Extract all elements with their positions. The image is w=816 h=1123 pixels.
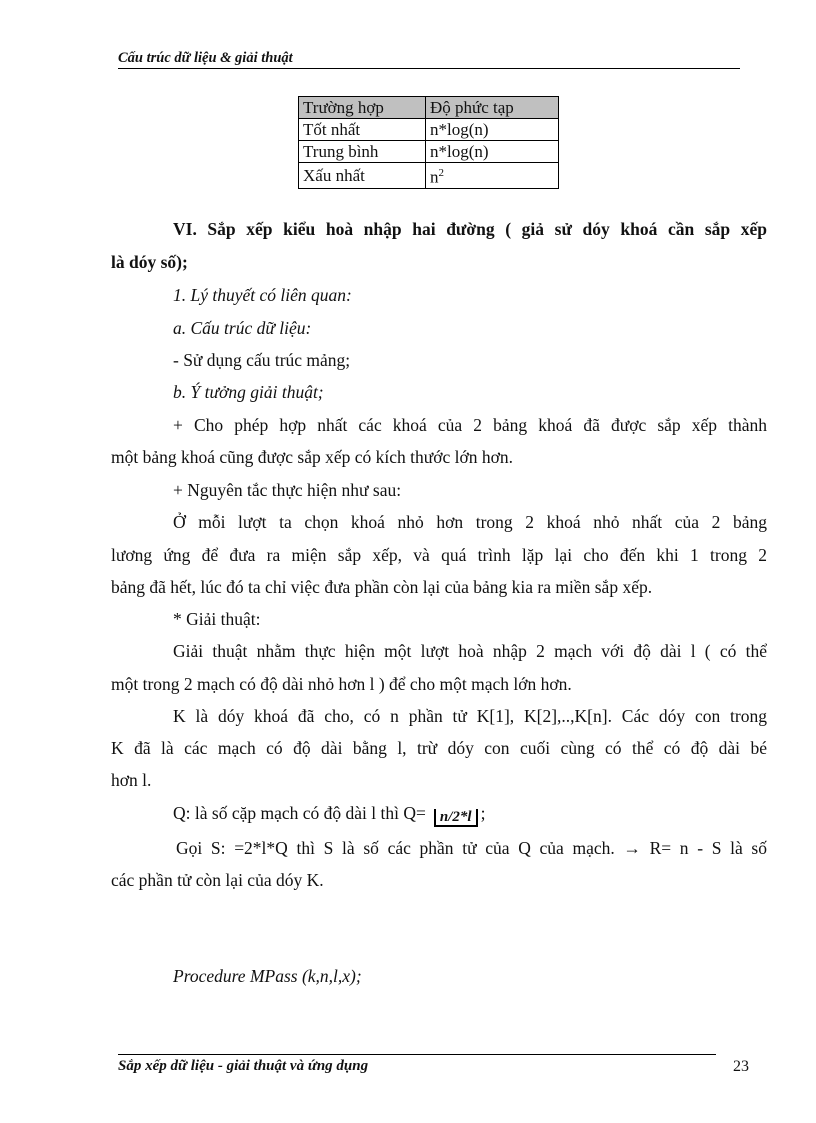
complexity-table: [298, 96, 559, 189]
paragraph-s-line-1: Gọi S: =2*l*Q thì S là số các phần tử của Q của mạch. → R= n - S là số: [176, 838, 767, 858]
table-header-cell: Độ phức tạp: [426, 97, 559, 119]
subheading-data-structure: a. Cấu trúc dữ liệu:: [173, 318, 312, 338]
table-cell: Tốt nhất: [299, 119, 426, 141]
paragraph-principle: + Nguyên tắc thực hiện như sau:: [173, 480, 402, 500]
page-number: 23: [733, 1058, 749, 1075]
table-header-cell: Trường hợp: [299, 97, 426, 119]
subheading-algorithm: * Giải thuật:: [173, 609, 261, 629]
paragraph-step-line-1: Ở mỗi lượt ta chọn khoá nhỏ hơn trong 2 khoá nhỏ nhất của 2 bảng: [173, 512, 767, 532]
page-header: Cấu trúc dữ liệu & giải thuật: [118, 50, 293, 66]
footer-rule: [118, 1054, 716, 1055]
table-cell-base: n: [430, 167, 439, 187]
paragraph-keys-line-1: K là dóy khoá đã cho, có n phần tử K[1], K[2],..,K[n]. Các dóy con trong: [173, 706, 767, 726]
paragraph-q-definition: [173, 803, 485, 827]
page-footer: Sắp xếp dữ liệu - giải thuật và ứng dụng: [118, 1058, 369, 1074]
floor-formula: n/2*l: [434, 809, 478, 827]
paragraph-algorithm-line-2: một trong 2 mạch có độ dài nhỏ hơn l ) để cho một mạch lớn hơn.: [111, 674, 572, 694]
table-row: [299, 163, 559, 189]
table-cell: [426, 163, 559, 189]
subheading-theory: 1. Lý thuyết có liên quan:: [173, 285, 352, 305]
header-rule: [118, 68, 740, 69]
section-title-line-2: là dóy số);: [111, 252, 188, 272]
paragraph-s-line-2: các phần tử còn lại của dóy K.: [111, 870, 324, 890]
table-header-row: [299, 97, 559, 119]
q-text: Q: là số cặp mạch có độ dài l thì Q=: [173, 803, 426, 823]
table-row: [299, 119, 559, 141]
section-title-line-1: VI. Sắp xếp kiểu hoà nhập hai đường ( giả sử dóy khoá cần sắp xếp: [173, 219, 767, 239]
paragraph-step-line-2: lương ứng để đưa ra miện sắp xếp, và quá trình lặp lại cho đến khi 1 trong 2: [111, 545, 767, 565]
paragraph-merge-line-2: một bảng khoá cũng được sắp xếp có kích thước lớn hơn.: [111, 447, 514, 467]
paragraph-algorithm-line-1: Giải thuật nhằm thực hiện một lượt hoà nhập 2 mạch với độ dài l ( có thể: [173, 641, 767, 661]
paragraph-array: - Sử dụng cấu trúc mảng;: [173, 350, 351, 370]
procedure-signature: Procedure MPass (k,n,l,x);: [173, 966, 362, 986]
paragraph-keys-line-2: K đã là các mạch có độ dài bằng l, trừ dóy con cuối cùng có thể có độ dài bé: [111, 738, 767, 758]
paragraph-keys-line-3: hơn l.: [111, 770, 152, 790]
paragraph-step-line-3: bảng đã hết, lúc đó ta chỉ việc đưa phần còn lại của bảng kia ra miền sắp xếp.: [111, 577, 653, 597]
paragraph-merge-line-1: + Cho phép hợp nhất các khoá của 2 bảng khoá đã được sắp xếp thành: [173, 415, 767, 435]
table-cell: Xấu nhất: [299, 163, 426, 189]
subheading-idea: b. Ý tưởng giải thuật;: [173, 382, 324, 402]
table-cell-exponent: 2: [438, 167, 444, 179]
table-cell: Trung bình: [299, 141, 426, 163]
table-row: [299, 141, 559, 163]
table-cell: n*log(n): [426, 119, 559, 141]
table-cell: n*log(n): [426, 141, 559, 163]
q-semicolon: ;: [480, 803, 486, 823]
